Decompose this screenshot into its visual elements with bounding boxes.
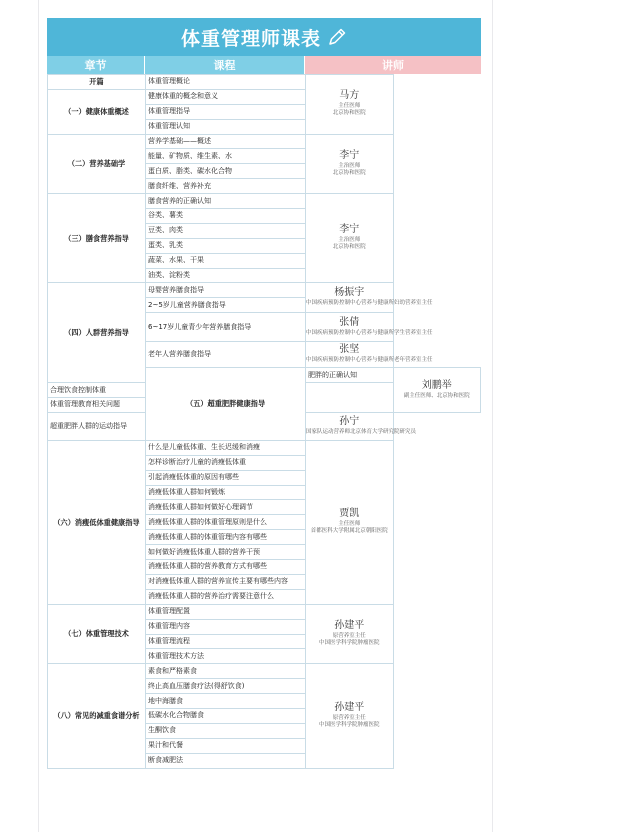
- table-row: [48, 604, 481, 619]
- course-cell: 消瘦低体重人群如何锻炼: [146, 485, 306, 500]
- lecturer-cell: [306, 283, 433, 313]
- course-cell: 健康体重的概念和意义: [146, 89, 306, 104]
- table-row: [48, 283, 481, 298]
- course-cell: 蛋白质、脂类、碳水化合物: [146, 164, 306, 179]
- chapter-cell: （五）超重肥胖健康指导: [146, 368, 306, 441]
- table-row: [48, 75, 481, 90]
- course-cell: 如何做好消瘦低体重人群的营养干预: [146, 545, 306, 560]
- chapter-cell: （八）常见的减重食谱分析: [48, 664, 146, 768]
- course-cell: 对消瘦低体重人群的营养宣传主要有哪些内容: [146, 574, 306, 589]
- course-cell: 断食减肥法: [146, 753, 306, 768]
- course-cell: 谷类、薯类: [146, 209, 306, 224]
- course-cell: 豆类、肉类: [146, 223, 306, 238]
- course-cell: 营养学基础——概述: [146, 134, 306, 149]
- lecturer-org: 北京协和医院: [332, 110, 366, 117]
- lecturer-cell: [306, 134, 394, 194]
- course-cell: 终止高血压膳食疗法(得舒饮食): [146, 679, 306, 694]
- lecturer-name: 孙建平: [334, 702, 365, 714]
- course-cell: 消瘦低体重人群的营养教育方式有哪些: [146, 560, 306, 575]
- table-row: [48, 134, 481, 149]
- course-cell: 2~5岁儿童营养膳食指导: [146, 298, 306, 313]
- schedule-card: [47, 18, 481, 769]
- course-cell: 体重管理概论: [146, 75, 306, 90]
- lecturer-title: 主治医师: [338, 237, 361, 244]
- course-cell: 地中海膳食: [146, 694, 306, 709]
- lecturer-cell: [306, 194, 394, 283]
- table-row: [48, 440, 481, 455]
- lecturer-name: 刘鹏举: [421, 379, 452, 391]
- table-row: [48, 194, 481, 209]
- course-cell: 能量、矿物质、维生素、水: [146, 149, 306, 164]
- lecturer-cell: [306, 664, 394, 768]
- lecturer-cell: [306, 412, 417, 440]
- course-cell: 怎样诊断治疗儿童的消瘦低体重: [146, 455, 306, 470]
- course-cell: 合理饮食控制体重: [48, 383, 146, 398]
- lecturer-title: 主任医师: [338, 521, 361, 528]
- course-cell: 消瘦低体重人群的体重管理原则是什么: [146, 515, 306, 530]
- lecturer-name: 贾凯: [339, 508, 360, 520]
- lecturer-title: 原营养室主任: [332, 715, 366, 722]
- schedule-table: [47, 74, 481, 769]
- header-course: 课程: [145, 56, 305, 74]
- course-cell: 母婴营养膳食指导: [146, 283, 306, 298]
- course-cell: 蛋类、乳类: [146, 238, 306, 253]
- course-cell: 老年人营养膳食指导: [146, 342, 306, 368]
- lecturer-name: 杨振宇: [334, 287, 365, 299]
- lecturer-cell: [306, 75, 394, 135]
- header-lecturer: 讲师: [305, 56, 481, 74]
- header-chapter: 章节: [47, 56, 145, 74]
- course-cell: 素食和严格素食: [146, 664, 306, 679]
- lecturer-org: 北京协和医院: [332, 169, 366, 176]
- lecturer-org: 首都医科大学附属北京朝阳医院: [310, 528, 388, 535]
- table-row: [48, 664, 481, 679]
- lecturer-org: 中国疾病预防控制中心营养与健康所老年营养室主任: [306, 357, 433, 364]
- course-cell: 超重肥胖人群的运动指导: [48, 412, 146, 440]
- course-cell: 消瘦低体重人群的体重管理内容有哪些: [146, 530, 306, 545]
- lecturer-cell: [306, 440, 394, 604]
- lecturer-org: 中国疾病预防控制中心营养与健康所妇幼营养室主任: [306, 300, 433, 307]
- lecturer-title: 主治医师: [338, 162, 361, 169]
- lecturer-org: 中国医学科学院肿瘤医院: [318, 721, 380, 728]
- lecturer-org: 副主任医师、北京协和医院: [403, 392, 470, 399]
- pencil-icon: [327, 27, 347, 47]
- lecturer-name: 孙宁: [339, 415, 360, 427]
- chapter-cell: （一）健康体重概述: [48, 89, 146, 134]
- lecturer-cell: [306, 604, 394, 664]
- course-cell: 体重管理配置: [146, 604, 306, 619]
- lecturer-org: 国家队运动营养师北京体育大学研究院研究员: [306, 428, 417, 435]
- lecturer-name: 张倩: [339, 316, 360, 328]
- course-cell: 低碳水化合物膳食: [146, 708, 306, 723]
- lecturer-cell: [393, 368, 481, 413]
- lecturer-org: 中国医学科学院肿瘤医院: [318, 640, 380, 646]
- course-cell: 6~17岁儿童青少年营养膳食指导: [146, 313, 306, 342]
- course-cell: 蔬菜、水果、干果: [146, 253, 306, 268]
- chapter-cell: （三）膳食营养指导: [48, 194, 146, 283]
- chapter-cell: （二）营养基础学: [48, 134, 146, 194]
- lecturer-cell: [306, 313, 433, 342]
- chapter-cell: （六）消瘦低体重健康指导: [48, 440, 146, 604]
- course-cell: 体重管理教育相关问题: [48, 398, 146, 413]
- lecturer-name: 张坚: [339, 344, 360, 356]
- course-cell: 油类、淀粉类: [146, 268, 306, 283]
- lecturer-name: 李宁: [339, 149, 360, 161]
- course-cell: 什么是儿童低体重、生长迟缓和消瘦: [146, 440, 306, 455]
- course-cell: 生酮饮食: [146, 723, 306, 738]
- lecturer-title: 原营养室主任: [332, 633, 366, 640]
- course-cell: 消瘦低体重人群的营养治疗需要注意什么: [146, 589, 306, 604]
- course-cell: 引起消瘦低体重的原因有哪些: [146, 470, 306, 485]
- course-cell: 膳食纤维、营养补充: [146, 179, 306, 194]
- course-cell: 消瘦低体重人群如何做好心理调节: [146, 500, 306, 515]
- table-header: [47, 56, 481, 74]
- table-row: [48, 89, 481, 104]
- lecturer-name: 马方: [339, 90, 360, 102]
- lecturer-org: 中国疾病预防控制中心营养与健康所学生营养室主任: [306, 329, 433, 336]
- course-cell: 体重管理流程: [146, 634, 306, 649]
- chapter-cell: （七）体重管理技术: [48, 604, 146, 664]
- schedule-title-bar: [47, 18, 481, 56]
- page-title: 体重管理师课表: [180, 27, 321, 50]
- course-cell: 肥胖的正确认知: [306, 368, 394, 383]
- course-cell: 体重管理技术方法: [146, 649, 306, 664]
- course-cell: 体重管理指导: [146, 104, 306, 119]
- course-cell: 体重管理内容: [146, 619, 306, 634]
- lecturer-name: 孙建平: [334, 620, 365, 632]
- lecturer-name: 李宁: [339, 224, 360, 236]
- lecturer-org: 北京协和医院: [332, 244, 366, 251]
- chapter-cell: （四）人群营养指导: [48, 283, 146, 383]
- course-cell: 体重管理认知: [146, 119, 306, 134]
- lecturer-cell: [306, 342, 433, 368]
- lecturer-title: 主任医师: [338, 103, 361, 110]
- course-cell: 膳食营养的正确认知: [146, 194, 306, 209]
- chapter-cell: 开篇: [48, 75, 146, 90]
- course-cell: 果汁和代餐: [146, 738, 306, 753]
